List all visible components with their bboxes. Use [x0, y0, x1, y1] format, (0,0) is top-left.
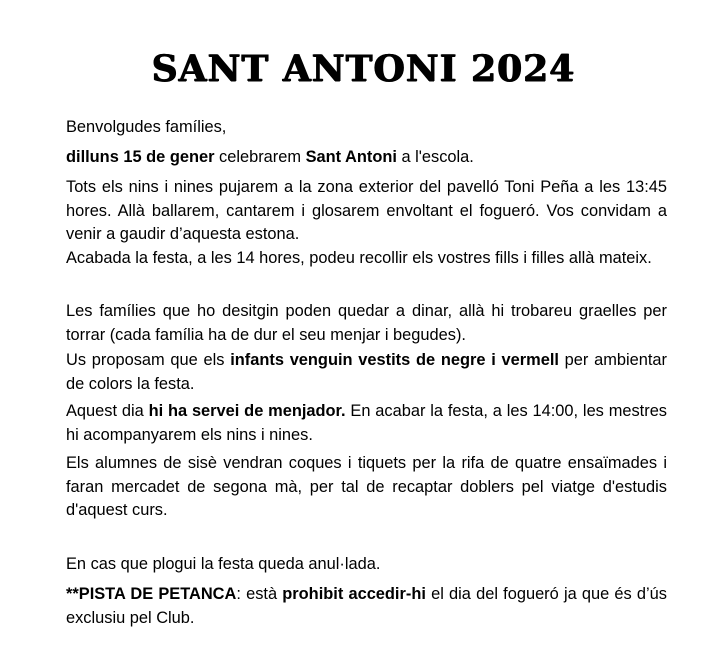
paragraph-dress [66, 349, 667, 396]
prohibition-text: prohibit accedir-hi [282, 585, 426, 603]
petanca-heading: **PISTA DE PETANCA [66, 585, 237, 603]
canteen-note: hi ha servei de menjador. [148, 402, 346, 420]
text-span: per ambientar de colors la festa. [66, 351, 667, 393]
text-span: : està [236, 585, 283, 603]
text-span: el dia del fogueró ja que és d’ús exclusiu pel Club. [66, 585, 667, 627]
paragraph-petanca [66, 583, 667, 630]
paragraph-rain: En cas que plogui la festa queda anul·lada. [66, 555, 381, 573]
page-title: SANT ANTONI 2024 [151, 48, 576, 90]
paragraph-canteen [66, 400, 667, 447]
paragraph-raffle: Els alumnes de sisè vendran coques i tiquets per la rifa de quatre ensaïmades i faran mercadet de segona mà, per tal de recaptar doblers pel viatge d'estudis d'aquest curs. [66, 454, 667, 519]
dress-code: infants venguin vestits de negre i vermell [230, 351, 559, 369]
paragraph-pickup: Acabada la festa, a les 14 hores, podeu recollir els vostres fills i filles allà mateix. [66, 249, 652, 267]
text-span: a l'escola. [396, 148, 474, 166]
text-span: Aquest dia [66, 402, 149, 420]
paragraph-schedule: Tots els nins i nines pujarem a la zona exterior del pavelló Toni Peña a les 13:45 hores. Allà ballarem, cantarem i glosarem envoltant el fogueró. Vos convidam a venir a gaudir d’aquesta estona. [66, 178, 667, 243]
text-span: En acabar la festa, a les 14:00, les mestres hi acompanyarem els nins i nines. [66, 402, 668, 444]
greeting: Benvolgudes famílies, [66, 118, 227, 136]
event-name: Sant Antoni [305, 148, 397, 166]
text-span: celebrarem [214, 148, 306, 166]
paragraph-lunch: Les famílies que ho desitgin poden quedar a dinar, allà hi trobareu graelles per torrar (cada família ha de dur el seu menjar i begudes). [66, 302, 667, 344]
paragraph-date [66, 146, 667, 170]
text-span: Us proposam que els [66, 351, 231, 369]
date-text: dilluns 15 de gener [66, 148, 215, 166]
